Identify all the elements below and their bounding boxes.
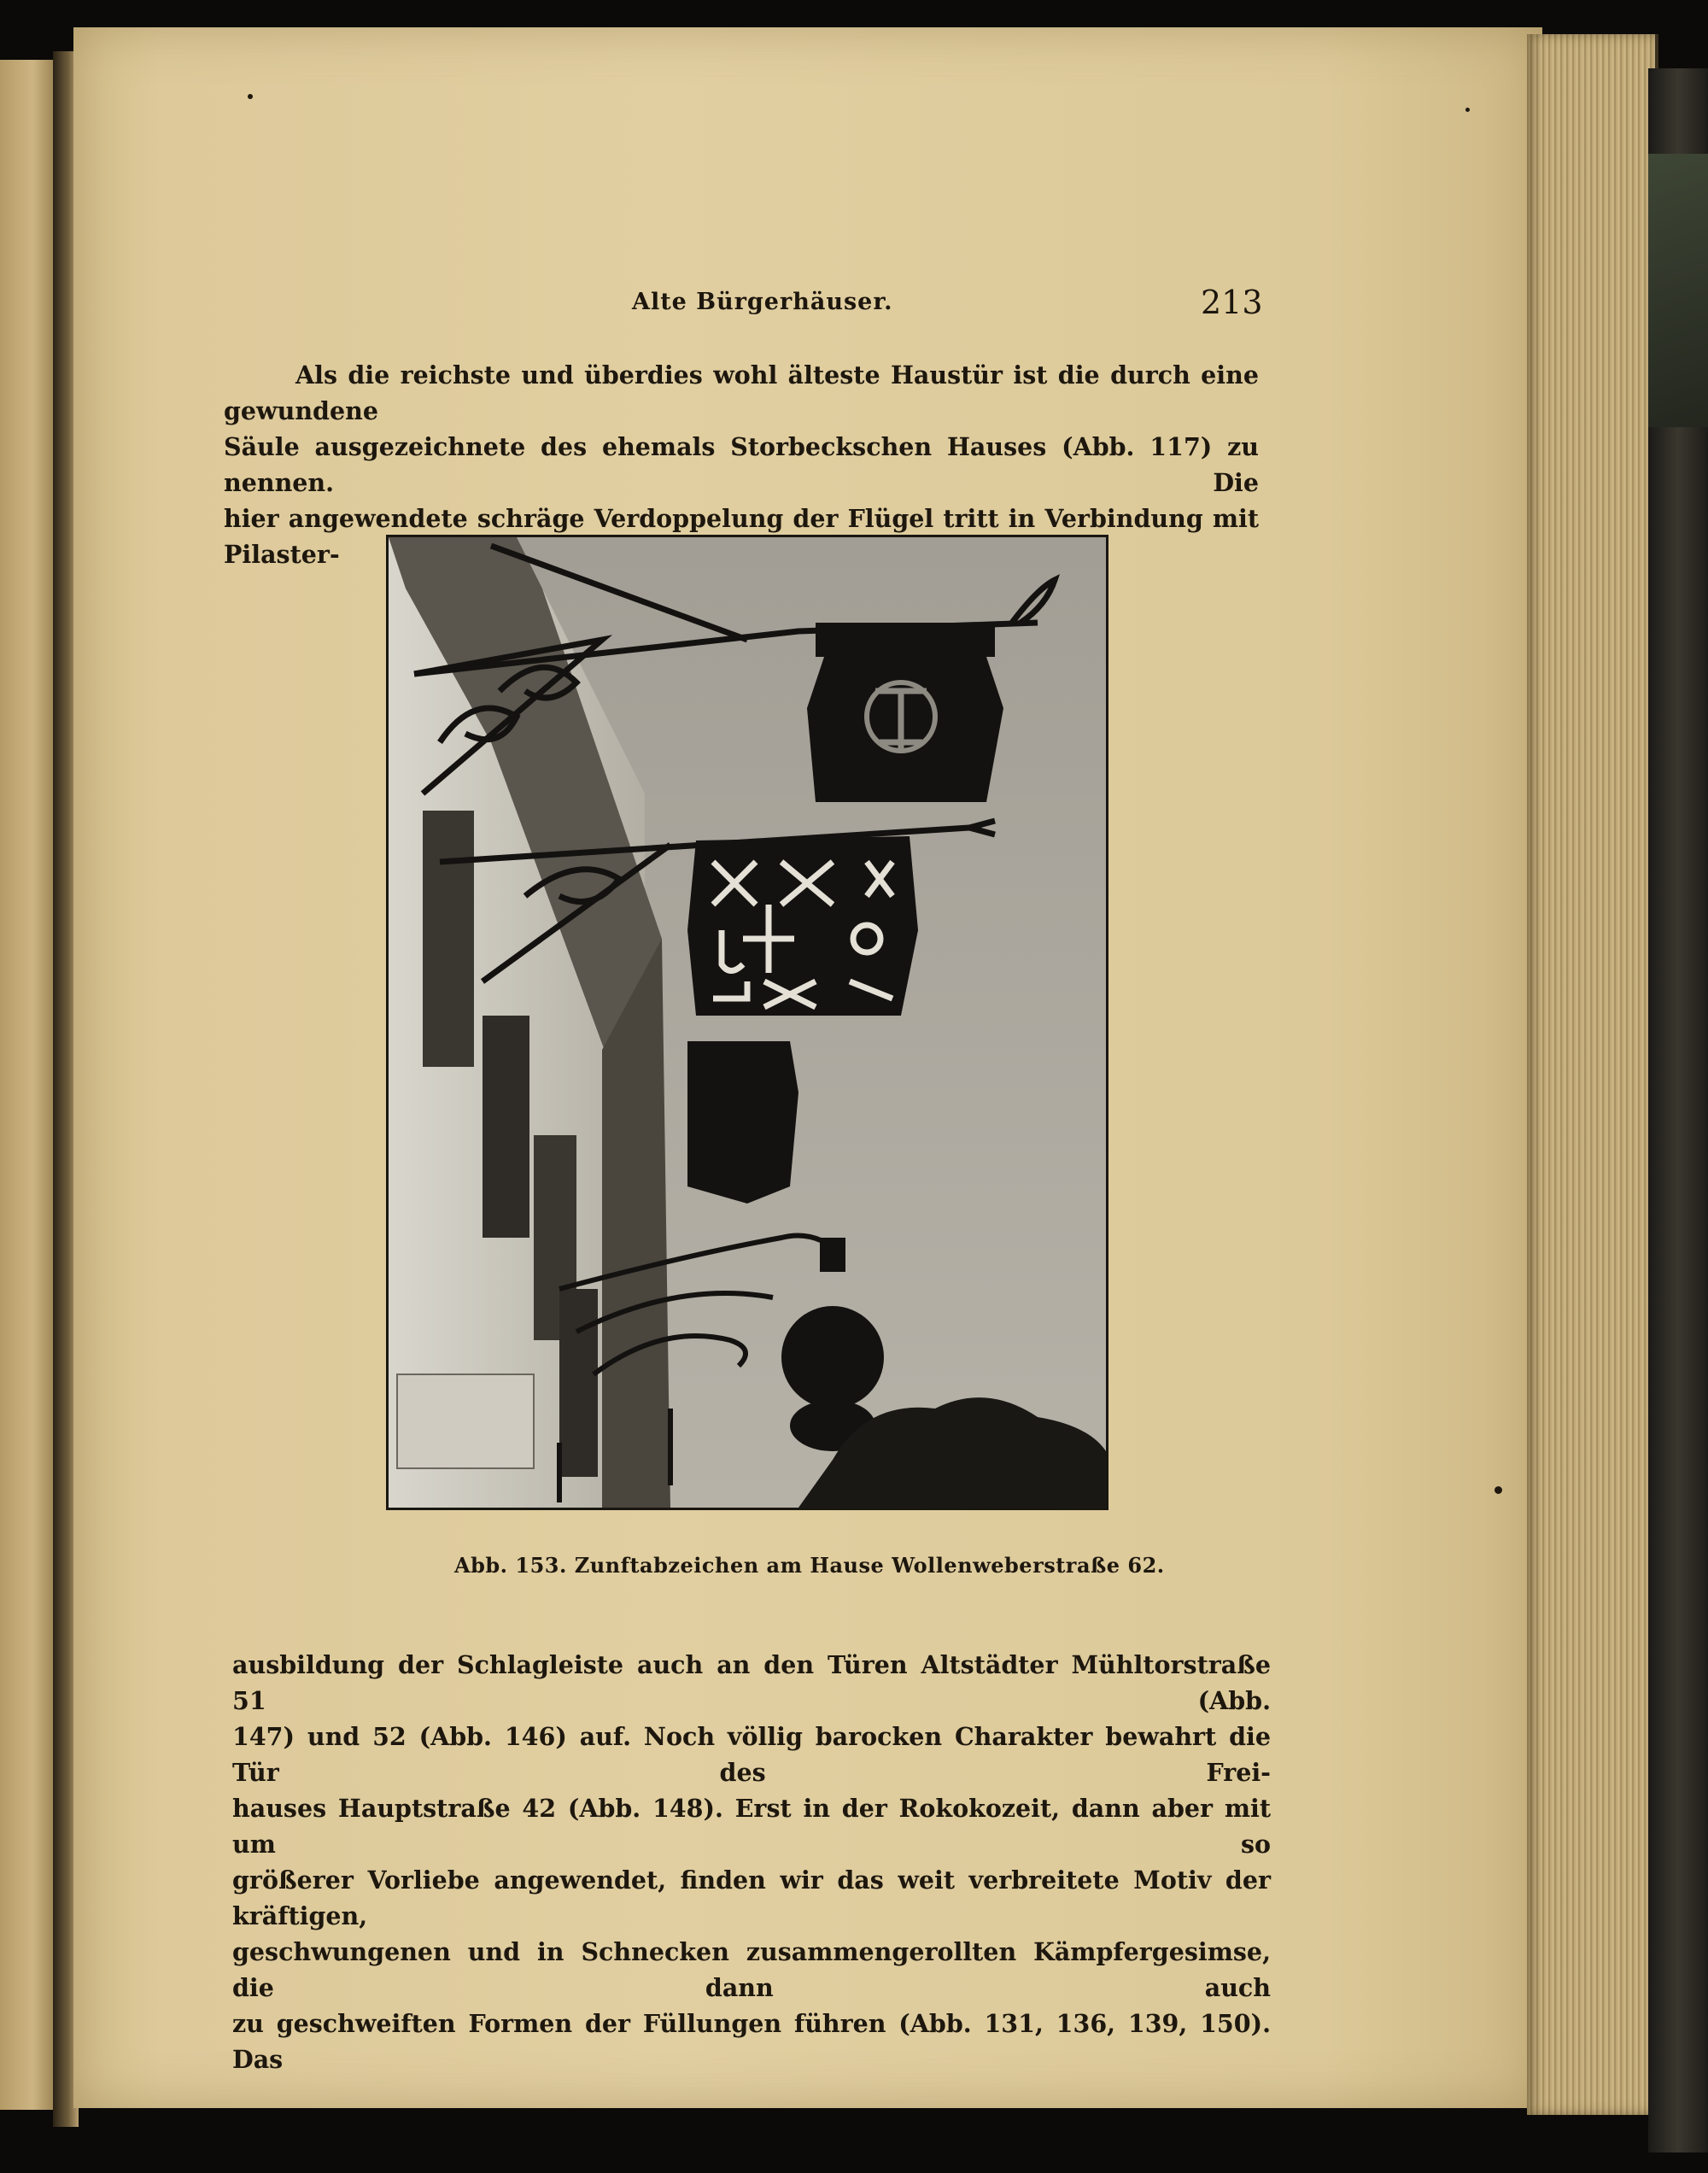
paragraph-line: hier angewendete schräge Verdoppelung der Flügel tritt in Verbindung mit Pilaster- — [224, 504, 1259, 569]
house-number-plate — [397, 1374, 534, 1468]
upper-guild-sign — [807, 623, 1003, 802]
paragraph-line: Als die reichste und überdies wohl älteste Haustür ist die durch eine gewundene — [224, 360, 1259, 425]
figure-caption: Abb. 153. Zunftabzeichen am Hause Wollenweberstraße 62. — [454, 1553, 1165, 1578]
paragraph-line: geschwungenen und in Schnecken zusammengerollten Kämpfergesimse, die dann auch — [232, 1937, 1271, 2002]
paragraph-line: hauses Hauptstraße 42 (Abb. 148). Erst in der Rokokozeit, dann aber mit um so — [232, 1794, 1271, 1859]
window — [423, 811, 474, 1067]
paragraph-line: Säule ausgezeichnete des ehemals Storbeckschen Hauses (Abb. 117) zu nennen. Die — [224, 432, 1259, 497]
cover-corner — [1648, 154, 1708, 427]
paragraph-line: größerer Vorliebe angewendet, finden wir das weit verbreitete Motiv der kräftigen, — [232, 1866, 1271, 1930]
figure-photo-guild-signs — [386, 535, 1108, 1510]
paragraph-line: zu geschweiften Formen der Füllungen führen (Abb. 131, 136, 139, 150). Das — [232, 2009, 1271, 2074]
lower-board-sign — [687, 1041, 798, 1204]
ink-speck — [1465, 108, 1470, 112]
page-number: 213 — [1201, 284, 1263, 321]
page-block-edges — [1527, 34, 1658, 2115]
ink-speck — [1494, 1486, 1502, 1494]
paragraph-line: 147) und 52 (Abb. 146) auf. Noch völlig barocken Charakter bewahrt die Tür des Frei- — [232, 1722, 1271, 1787]
middle-guild-sign — [687, 836, 918, 1016]
running-head: Alte Bürgerhäuser. — [632, 289, 893, 315]
guild-signs-illustration — [389, 537, 1106, 1508]
window — [483, 1016, 529, 1238]
window — [559, 1289, 598, 1477]
paragraph-2 — [232, 1647, 1271, 2077]
ink-speck — [248, 94, 253, 99]
paragraph-line: ausbildung der Schlagleiste auch an den Türen Altstädter Mühltorstraße 51 (Abb. — [232, 1650, 1271, 1715]
